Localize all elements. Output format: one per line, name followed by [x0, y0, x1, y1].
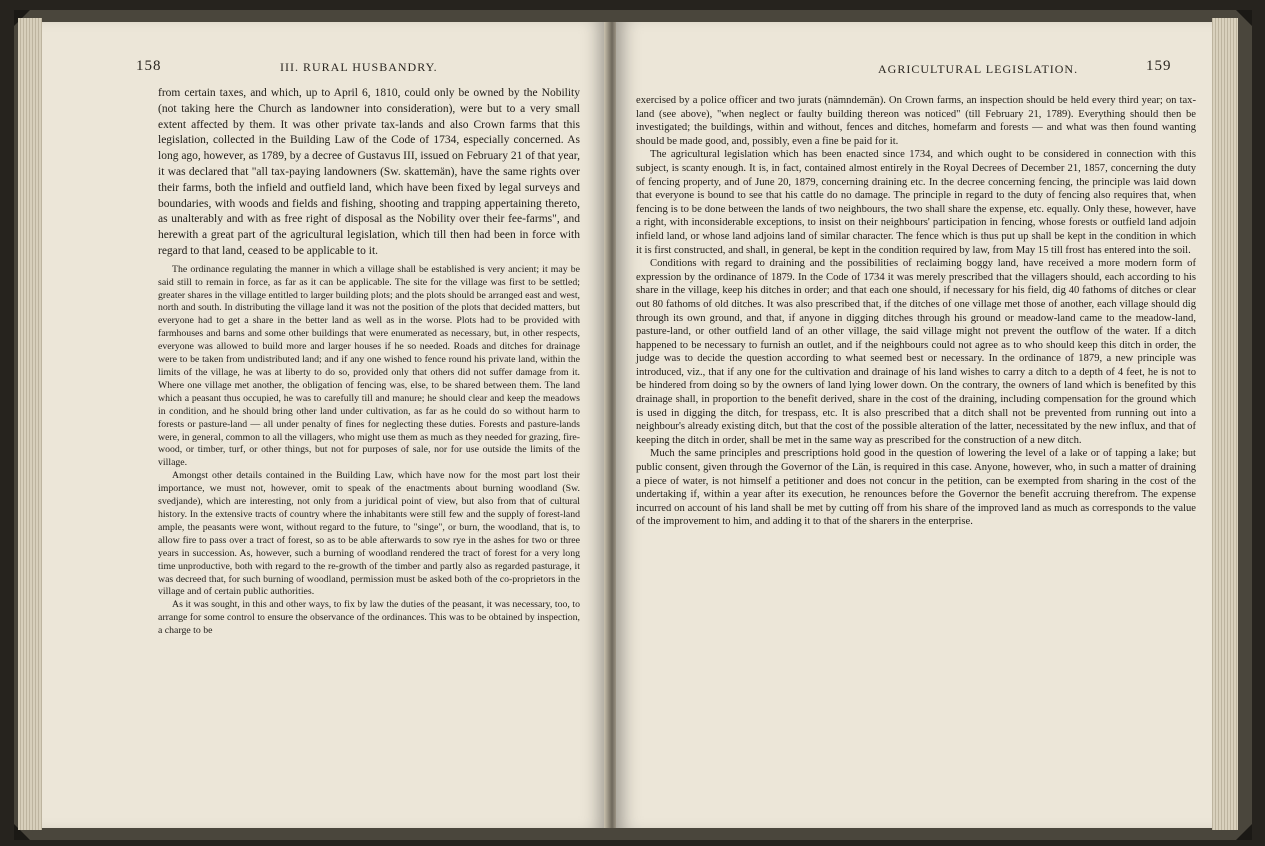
paragraph-small-print: As it was sought, in this and other ways, to fix by law the duties of the peasant, it was necessary, too, to arrange for some control to ensure the observance of the ordinances. This was to be obtained by inspection, a charge to be [158, 599, 580, 637]
paragraph-small-print: Conditions with regard to draining and the possibilities of reclaiming boggy land, have received a more modern form of expression by the ordinance of 1879. In the Code of 1734 it was merely prescribed that the villagers should, each according to his share in the village, keep his ditches in order; and that each one should, if necessary for his field, dig 40 fathoms of ditches or clear out 80 fathoms of old ditches. It was also prescribed that, if the ditches of one village met those of another, each village should dig through its own ground, and that, if anyone in digging ditches through his ground or meadow-land came to the meadow-land, pasture-land, or other outfield land of an other village, the said village might not prevent the outflow of the water. If a ditch happened to be necessary to furnish an outlet, and if the neighbours could not agree as to who should keep this ditch in order, the judge was to decide the question according to what seemed best or necessary. In the ordinance of 1879, a new principle was introduced, viz., that if any one for the cultivation and drainage of his land wishes to carry a ditch to a depth of 4 feet, he is not to be hindered from doing so by the owners of land lying lower down. On the contrary, the owners of land which is benefited by this drainage shall, in proportion to the benefit derived, share in the cost of the draining, including compensation for the ground which is used in digging the ditch, for trespass, etc. It is also prescribed that a ditch shall not be prevented from running out into a neighbour's already existing ditch, but that the cost of the possible alteration of the latter, necessitated by the new influx, and that of keeping the ditch in order, shall be met in the same way as prescribed for the construction of a new ditch. [636, 258, 1196, 446]
running-head: AGRICULTURAL LEGISLATION. [878, 62, 1079, 76]
page-edges-right [1212, 18, 1238, 830]
page-edges-left [18, 18, 42, 830]
paragraph-small-print: Amongst other details contained in the Building Law, which have now for the most part lost their importance, we must not, however, omit to speak of the enactments about burning woodland (Sw. svedjande), which are interesting, not only from a juridical point of view, but also from that of cultural history. In the extensive tracts of country where the inhabitants were still few and the supply of forest-land ample, the peasants were wont, without regard to the future, to "singe", or burn, the woodland, that is, to allow fire to pass over a tract of forest, so as to be able afterwards to sow rye in the ashes for two or three years in succession. As, however, such a burning of woodland rendered the tract of forest for a very long time unproductive, both with regard to the re-growth of the timber and partly also as regarded pasturage, it was decreed that, for such burning of woodland, permission must be asked both of the co-proprietors in the village and of certain public authorities. [158, 470, 580, 598]
page-number: 158 [136, 58, 162, 74]
paragraph-small-print: Much the same principles and prescriptions hold good in the question of lowering the level of a lake or of tapping a lake; but public consent, given through the Governor of the Län, is required in this case. Anyone, however, who, in such a matter of draining a piece of water, is not himself a petitioner and does not concur in the petition, can be exempted from sharing in the cost of the undertaking if, within a year after its execution, he renounces before the Governor the benefit accruing therefrom. The expense incurred on account of his land shall be met by cutting off from his share of the improved land as much as corresponds to the value of the improvement to him, and adding it to that of the sharers in the enterprise. [636, 448, 1196, 528]
right-page [616, 22, 1212, 828]
corner-protector [1236, 824, 1252, 840]
paragraph-small-print: exercised by a police officer and two jurats (nämndemän). On Crown farms, an inspection should be held every third year; on tax-land (see above), "when neglect or faulty building thereon was noticed" (till February 21, 1789). Everything should then be investigated; the buildings, within and without, fences and ditches, homefarm and forests — and what was then found wanting should be made good, and, possibly, even a fine be paid for it. [636, 95, 1196, 147]
page-number: 159 [1146, 58, 1172, 74]
paragraph-small-print: The ordinance regulating the manner in which a village shall be established is very ancient; it may be said still to remain in force, as far as it can be applicable. The site for the village was first to be settled; greater shares in the village entitled to larger building plots; and the plots should be arranged east and west, north and south. In distributing the village land it was not the position of the plots that decided matters, but everyone had to get a share in the better land as well as in the worse. Plots had to be provided with farmhouses and barns and some other buildings that were enumerated as necessary, but, in other respects, everyone was allowed to build more and larger houses if he so needed. Roads and ditches for drainage were to be taken from undistributed land; and if any one wished to fence round his private land, within the limits of the village, he was at liberty to do so, provided only that others did not suffer damage from it. Where one village met another, the obligation of fencing was, else, to be shared between them. The land which a peasant thus occupied, he was to carefully till and manure; he should clear and keep the meadows in condition, and he should bring other land under cultivation, as far as he could do so without harm to forests or pasture-land — all under penalty of fines for neglecting these duties. Forests and pasture-lands were, in general, common to all the villagers, who might use them as much as they needed for grazing, fire-wood, or timber, turf, or other things, but not for purposes of sale, nor for use outside the limits of the village. [158, 263, 580, 469]
left-page [42, 22, 608, 828]
left-page-body [158, 86, 580, 638]
paragraph-small-print: The agricultural legislation which has been enacted since 1734, and which ought to be considered in connection with this subject, is scanty enough. It is, in fact, contained almost entirely in the Royal Decrees of December 21, 1857, concerning the duty of fencing property, and of June 20, 1879, concerning draining etc. In the decree concerning fencing, the principle was laid down that everyone is bound to see that his cattle do no damage. The principle in regard to the duty of fencing also requires that, when fencing is to be done between the lands of two neighbours, the two shall share the expense, etc. equally. Only these, however, have a right, with inconsiderable exceptions, to insist on their neighbours' participation in fencing, whose forests or outfield land adjoin infield land, or whose land adjoins land of similar character. The fence which is thus put up shall be kept in the condition in which it is first constructed, and shall, in general, be kept in the condition required by law, from May 15 till frost has entered into the soil. [636, 149, 1196, 256]
right-page-header [616, 58, 1212, 78]
running-head: III. RURAL HUSBANDRY. [280, 60, 438, 74]
right-page-body [636, 94, 1196, 529]
corner-protector [1236, 10, 1252, 26]
paragraph: from certain taxes, and which, up to April 6, 1810, could only be owned by the Nobility (not taking here the Church as landowner into consideration), were but to a very small extent affected by them. It was other private tax-lands and also Crown farms that this legislation, collected in the Building Law of the Code of 1734, especially concerned. As long ago, however, as 1789, by a decree of Gustavus III, issued on February 21 of that year, it was declared that "all tax-paying landowners (Sw. skattemän), have the same rights over their farms, both the infield and outfield land, which have been fixed by legal surveys and boundaries, with woods and fields and fishing, shooting and trapping appertaining thereto, as unalterably and with as free right of disposal as the Nobility over their fee-farms", and herewith a great part of the agricultural legislation, which till then had been in force with regard to that land, ceased to be applicable to it. [158, 87, 580, 257]
left-page-header [42, 58, 608, 78]
